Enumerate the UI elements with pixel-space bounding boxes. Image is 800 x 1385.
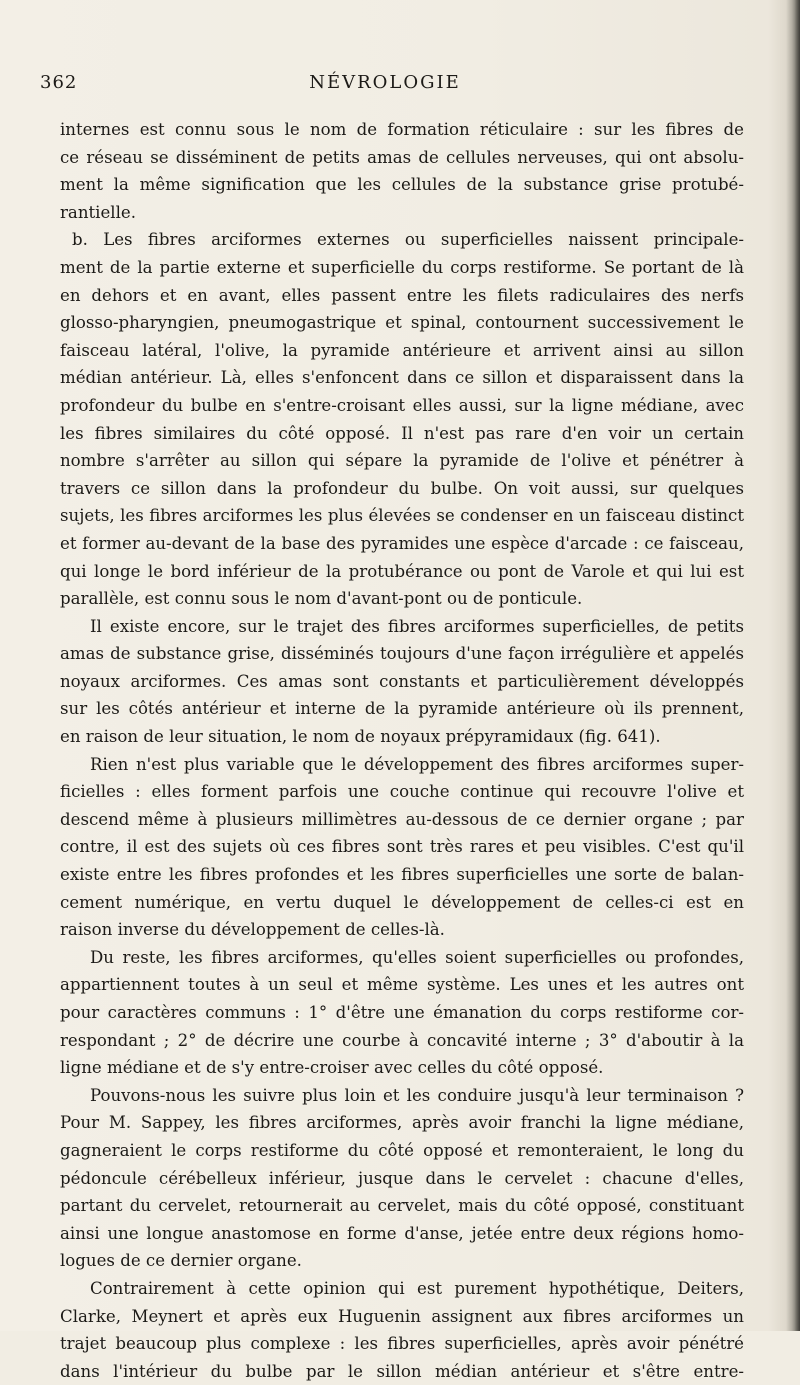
text-line: profondeur du bulbe en s'entre-croisant elles aussi, sur la ligne médiane, avec xyxy=(60,395,744,415)
text-line: trajet beaucoup plus complexe : les fibres superficielles, après avoir pénétré xyxy=(60,1334,744,1354)
text-line: les fibres similaires du côté opposé. Il n'est pas rare d'en voir un certain xyxy=(60,423,744,443)
text-line: cement numérique, en vertu duquel le développement de celles-ci est en xyxy=(60,892,744,912)
text-line: ce réseau se disséminent de petits amas de cellules nerveuses, qui ont absolu- xyxy=(60,147,744,167)
text-line: pour caractères communs : 1° d'être une émanation du corps restiforme cor- xyxy=(60,1003,744,1022)
page-edge-shadow xyxy=(786,0,800,1331)
text-line: Il existe encore, sur le trajet des fibres arciformes superficielles, de petits xyxy=(90,616,744,636)
text-line: partant du cervelet, retournerait au cervelet, mais du côté opposé, constituant xyxy=(60,1196,744,1216)
text-line: Pouvons-nous les suivre plus loin et les conduire jusqu'à leur terminaison ? xyxy=(90,1085,744,1105)
text-line: internes est connu sous le nom de formation réticulaire : sur les fibres de xyxy=(60,120,744,139)
text-line: noyaux arciformes. Ces amas sont constants et particulièrement développés xyxy=(60,671,744,691)
text-line: contre, il est des sujets où ces fibres sont très rares et peu visibles. C'est qu'il xyxy=(60,837,744,857)
text-line: Pour M. Sappey, les fibres arciformes, après avoir franchi la ligne médiane, xyxy=(60,1113,744,1133)
text-line: parallèle, est connu sous le nom d'avant-pont ou de ponticule. xyxy=(60,589,583,609)
text-line: appartiennent toutes à un seul et même système. Les unes et les autres ont xyxy=(60,975,744,995)
text-line: ficielles : elles forment parfois une couche continue qui recouvre l'olive et xyxy=(60,782,744,802)
text-line: logues de ce dernier organe. xyxy=(60,1251,302,1271)
text-line: ment de la partie externe et superficielle du corps restiforme. Se portant de là xyxy=(60,257,744,277)
text-line: dans l'intérieur du bulbe par le sillon médian antérieur et s'être entre- xyxy=(60,1361,744,1381)
text-line: Contrairement à cette opinion qui est purement hypothétique, Deiters, xyxy=(90,1278,744,1298)
text-line: nombre s'arrêter au sillon qui sépare la pyramide de l'olive et pénétrer à xyxy=(60,451,744,471)
text-line: médian antérieur. Là, elles s'enfoncent dans ce sillon et disparaissent dans la xyxy=(60,368,744,388)
text-line: existe entre les fibres profondes et les fibres superficielles une sorte de balan- xyxy=(60,865,744,885)
text-line: Du reste, les fibres arciformes, qu'elles soient superficielles ou profondes, xyxy=(90,947,744,967)
text-line: en raison de leur situation, le nom de noyaux prépyramidaux (fig. 641). xyxy=(60,727,661,747)
text-line: glosso-pharyngien, pneumogastrique et spinal, contournent successivement le xyxy=(60,313,744,333)
text-line: pédoncule cérébelleux inférieur, jusque dans le cervelet : chacune d'elles, xyxy=(60,1168,744,1188)
text-line: raison inverse du développement de celles-là. xyxy=(60,920,445,940)
text-line: respondant ; 2° de décrire une courbe à concavité interne ; 3° d'aboutir à la xyxy=(60,1030,744,1050)
page-header xyxy=(40,72,760,102)
text-line: ainsi une longue anastomose en forme d'anse, jetée entre deux régions homo- xyxy=(60,1223,744,1243)
text-line: travers ce sillon dans la profondeur du bulbe. On voit aussi, sur quelques xyxy=(60,478,744,498)
text-line: descend même à plusieurs millimètres au-dessous de ce dernier organe ; par xyxy=(60,809,744,829)
text-line: amas de substance grise, disséminés toujours d'une façon irrégulière et appelés xyxy=(60,644,744,664)
text-line: Rien n'est plus variable que le développement des fibres arciformes super- xyxy=(90,754,744,774)
text-line: ment la même signification que les cellules de la substance grise protubé- xyxy=(60,175,744,195)
text-line: b. Les fibres arciformes externes ou superficielles naissent principale- xyxy=(72,230,744,250)
text-line: qui longe le bord inférieur de la protubérance ou pont de Varole et qui lui est xyxy=(60,561,744,581)
text-line: sujets, les fibres arciformes les plus élevées se condenser en un faisceau distinct xyxy=(60,506,744,526)
body-text xyxy=(60,116,744,1385)
text-line: Clarke, Meynert et après eux Huguenin assignent aux fibres arciformes un xyxy=(60,1306,744,1326)
text-line: sur les côtés antérieur et interne de la pyramide antérieure où ils prennent, xyxy=(60,699,744,719)
page-number: 362 xyxy=(40,72,78,93)
running-head: NÉVROLOGIE xyxy=(309,72,461,93)
text-line: rantielle. xyxy=(60,202,137,222)
text-line: gagneraient le corps restiforme du côté opposé et remonteraient, le long du xyxy=(60,1140,744,1160)
text-line: faisceau latéral, l'olive, la pyramide antérieure et arrivent ainsi au sillon xyxy=(60,340,744,360)
text-line: ligne médiane et de s'y entre-croiser avec celles du côté opposé. xyxy=(60,1058,604,1078)
text-line: en dehors et en avant, elles passent entre les filets radiculaires des nerfs xyxy=(60,285,744,305)
text-line: et former au-devant de la base des pyramides une espèce d'arcade : ce faisceau, xyxy=(60,533,744,553)
